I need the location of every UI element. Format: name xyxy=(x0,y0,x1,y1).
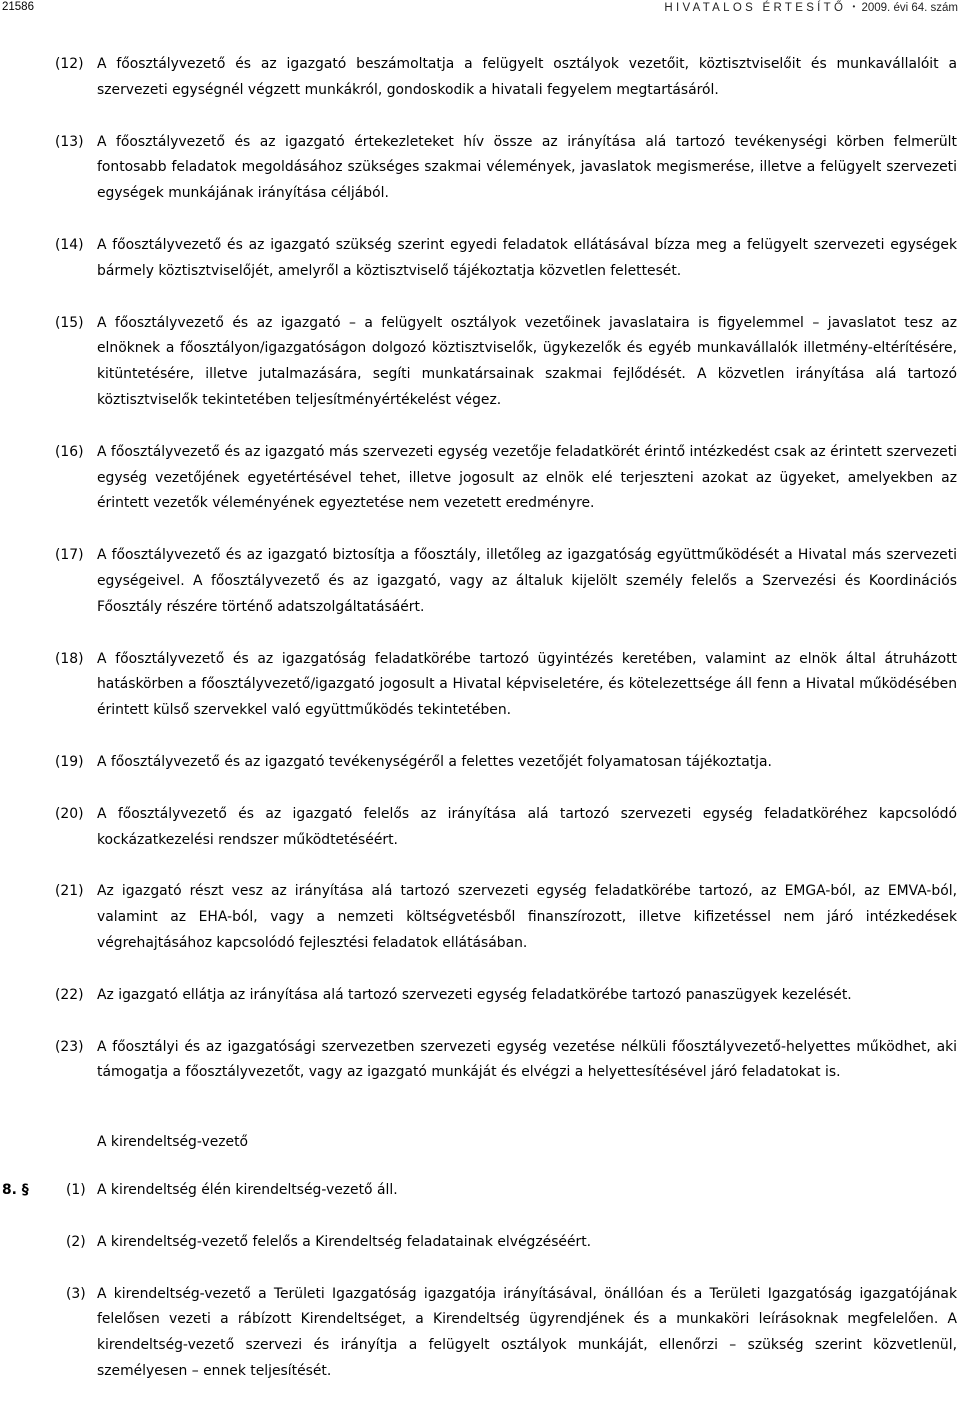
paragraph-text: A főosztályvezető és az igazgató biztosítja a főosztály, illetőleg az igazgatóság együttműködését a Hivatal más szervezeti egységeivel. A főosztályvezető és az igazgató, vagy az általuk kijelölt személy felelős a Szervezési és Koordinációs Főosztály részére történő adatszolgáltatásáért. xyxy=(97,547,957,615)
page-number: 21586 xyxy=(2,1,34,13)
paragraph-number: (12) xyxy=(55,56,84,72)
paragraph-number: (15) xyxy=(55,314,84,331)
paragraph-number: (18) xyxy=(55,650,84,667)
paragraph-20 xyxy=(0,802,957,854)
paragraph-number: (13) xyxy=(55,133,84,150)
document-body xyxy=(0,52,960,1411)
paragraph-text: A kirendeltség-vezető felelős a Kirendeltség feladatainak elvégzéséért. xyxy=(97,1233,592,1250)
paragraph-number: (1) xyxy=(66,1181,86,1198)
section-8-paragraph-1 xyxy=(0,1178,957,1204)
paragraph-text: A kirendeltség-vezető a Területi Igazgatóság igazgatója irányításával, önállóan és a Területi Igazgatóság igazgatójának felelősen vezeti a rábízott Kirendeltséget, a Kirendeltség ügyrendjének és a munkaköri leírásoknak megfelelően. A kirendeltség-vezető szervezi és irányítja a felügyelt osztályok munkáját, ellenőrzi – szükség szerint közvetlenül, személyesen – ennek teljesítését. xyxy=(97,1285,957,1379)
paragraph-text: A főosztályvezető és az igazgató értekezleteket hív össze az irányítása alá tartozó tevékenységi körben felmerült fontosabb feladatok megoldásához szükséges szakmai vélemények, javaslatok megismerése, illetve a felügyelt szervezeti egységek munkájának irányítása céljából. xyxy=(97,133,957,202)
paragraph-text: A főosztályvezető és az igazgatóság feladatkörébe tartozó ügyintézés keretében, valamint az elnök által átruházott hatáskörben a főosztályvezető/igazgató jogosult a Hivatal képviseletére, és kötelezettsége áll fenn a Hivatal működésében érintett külső szervekkel való együttműködés tekintetében. xyxy=(97,650,957,719)
paragraph-text: Az igazgató ellátja az irányítása alá tartozó szervezeti egység feladatkörébe tartozó panaszügyek kezelését. xyxy=(97,986,852,1003)
paragraph-12 xyxy=(0,52,957,104)
paragraph-14 xyxy=(0,233,957,285)
issue-label: 2009. évi 64. szám xyxy=(861,2,958,14)
paragraph-text: A főosztályvezető és az igazgató tevékenységéről a felettes vezetőjét folyamatosan tájékoztatja. xyxy=(97,753,772,770)
paragraph-number: (2) xyxy=(66,1233,86,1250)
paragraph-text: Az igazgató részt vesz az irányítása alá tartozó szervezeti egység feladatkörébe tartozó, az EMGA-ból, az EMVA-ból, valamint az EHA-ból, vagy a nemzeti költségvetésből finanszírozott, illetve kifizetéssel nem járó intézkedések végrehajtásához kapcsolódó fejlesztési feladatok ellátásában. xyxy=(97,883,957,951)
paragraph-number: (21) xyxy=(55,883,84,900)
paragraph-text: A főosztályvezető és az igazgató más szervezeti egység vezetője feladatkörét érintő intézkedést csak az érintett szervezeti egység vezetőjének egyetértésével tehet, illetve jogosult az elnök elé terjeszteni azokat az ügyeket, amelyekben az érintett vezetők véleményének egyeztetése nem vezetett eredményre. xyxy=(97,443,957,512)
paragraph-text: A főosztályvezető és az igazgató szükség szerint egyedi feladatok ellátásával bízza meg a felügyelt szervezeti egységek bármely köztisztviselőjét, amelyről a köztisztviselő tájékoztatja közvetlen felettesét. xyxy=(97,236,957,279)
paragraph-19 xyxy=(0,750,957,776)
paragraph-18 xyxy=(0,647,957,724)
paragraph-number: (23) xyxy=(55,1038,84,1055)
paragraph-text: A főosztályvezető és az igazgató felelős az irányítása alá tartozó szervezeti egység feladatköréhez kapcsolódó kockázatkezelési rendszer működtetéséért. xyxy=(97,805,957,848)
page-header xyxy=(0,0,960,18)
section-subheading: A kirendeltség-vezető xyxy=(97,1134,249,1151)
paragraph-text: A kirendeltség élén kirendeltség-vezető áll. xyxy=(97,1181,398,1198)
paragraph-21 xyxy=(0,879,957,956)
paragraph-number: (14) xyxy=(55,236,84,253)
paragraph-number: (3) xyxy=(66,1285,86,1302)
paragraph-number: (17) xyxy=(55,547,84,564)
paragraph-text: A főosztályvezető és az igazgató – a felügyelt osztályok vezetőinek javaslataira is figyelemmel – javaslatot tesz az elnöknek a főosztályon/igazgatóságon dolgozó köztisztviselők, ügykezelők és egyéb munkavállalók illetmény-eltérítésére, kitüntetésére, illetve jutalmazására, segíti munkatársainak szakmai fejlődését. A közvetlen irányítása alá tartozó köztisztviselők tekintetében teljesítményértékelést végez. xyxy=(97,314,957,408)
paragraph-text: A főosztályvezető és az igazgató beszámoltatja a felügyelt osztályok vezetőit, köztisztviselőit és munkavállalóit a szervezeti egységnél végzett munkákról, gondoskodik a hivatali fegyelem megtartásáról. xyxy=(97,56,957,98)
paragraph-number: (22) xyxy=(55,986,84,1003)
paragraph-number: (20) xyxy=(55,805,84,822)
paragraph-number: (19) xyxy=(55,753,84,770)
section-8-paragraph-2 xyxy=(0,1230,957,1256)
section-number: 8. § xyxy=(2,1181,29,1198)
paragraph-15 xyxy=(0,311,957,414)
section-8-paragraph-3 xyxy=(0,1282,957,1385)
paragraph-text: A főosztályi és az igazgatósági szervezetben szervezeti egység vezetése nélküli főosztályvezető-helyettes működhet, aki támogatja a főosztályvezetőt, vagy az igazgató munkáját és elvégzi a helyettesítésével járó feladatokat is. xyxy=(97,1038,957,1081)
journal-masthead xyxy=(664,0,958,15)
paragraph-22 xyxy=(0,983,957,1009)
paragraph-23 xyxy=(0,1035,957,1087)
paragraph-16 xyxy=(0,440,957,517)
paragraph-13 xyxy=(0,130,957,207)
paragraph-number: (16) xyxy=(55,443,84,460)
journal-name: HIVATALOS ÉRTESÍTŐ xyxy=(664,2,847,14)
bullet-separator: • xyxy=(852,2,856,11)
paragraph-17 xyxy=(0,543,957,620)
